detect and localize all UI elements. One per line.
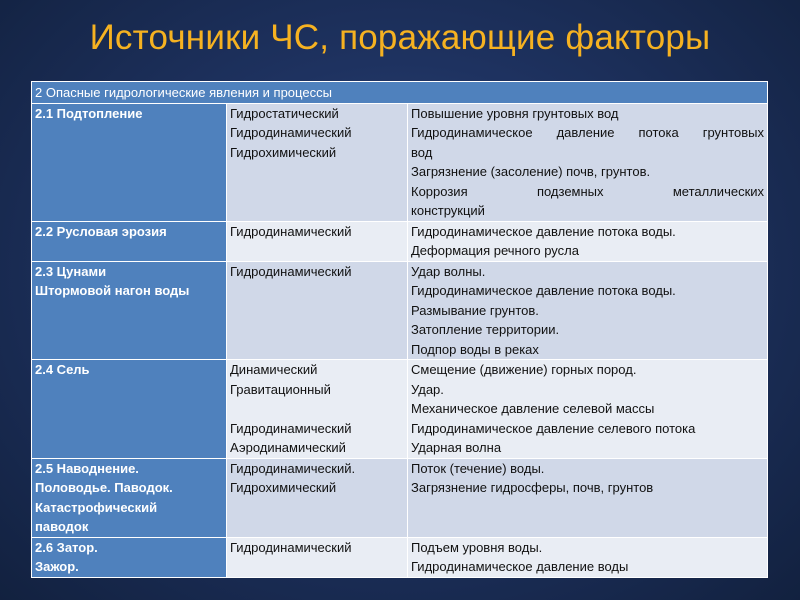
category-cell [32, 103, 227, 221]
factor-line: Механическое давление селевой массы [411, 401, 655, 416]
category-line: Катастрофический [35, 499, 158, 515]
factor-line: Коррозия подземных металлических [411, 183, 765, 199]
category-cell [32, 537, 227, 577]
source-line: Гидрохимический [230, 144, 337, 160]
source-line: Гидродинамический. [230, 460, 356, 476]
table-row [32, 261, 768, 360]
factors-cell [408, 537, 768, 577]
factor-line: Удар волны. [411, 263, 486, 279]
table-row [32, 221, 768, 261]
factor-line: Гидродинамическое давление воды [411, 559, 629, 574]
source-line: Гидродинамический [230, 223, 352, 239]
category-cell [32, 261, 227, 360]
table-row [32, 458, 768, 537]
factor-line: Смещение (движение) горных пород. [411, 362, 637, 377]
factor-line: конструкций [411, 203, 485, 218]
source-line: Гравитационный [230, 381, 331, 397]
category-line: 2.1 Подтопление [35, 105, 143, 121]
category-cell [32, 458, 227, 537]
factor-line: Гидродинамическое давление потока воды. [411, 223, 676, 239]
source-line: Динамический [230, 362, 318, 377]
sources-cell [227, 537, 408, 577]
factors-cell [408, 103, 768, 221]
source-spacer [230, 399, 404, 419]
table-row [32, 360, 768, 459]
category-line: паводок [35, 519, 89, 534]
category-cell [32, 221, 227, 261]
factor-line: Повышение уровня грунтовых вод [411, 105, 619, 121]
source-line: Гидрохимический [230, 480, 337, 495]
factor-line: Гидродинамическое давление потока воды. [411, 283, 676, 298]
category-line: Половодье. Паводок. [35, 480, 173, 495]
category-line: Штормовой нагон воды [35, 283, 190, 298]
category-line: 2.5 Наводнение. [35, 460, 139, 476]
category-line: 2.3 Цунами [35, 263, 107, 279]
factor-line: Ударная волна [411, 440, 502, 455]
category-line: 2.2 Русловая эрозия [35, 223, 167, 239]
sources-cell [227, 360, 408, 459]
factor-line: Подъем уровня воды. [411, 539, 543, 555]
table-header-row [32, 82, 768, 104]
source-line: Гидростатический [230, 105, 339, 121]
sources-cell [227, 261, 408, 360]
table-row [32, 103, 768, 221]
source-line: Гидродинамический [230, 263, 352, 279]
source-line: Гидродинамический [230, 125, 352, 140]
factor-line: Гидродинамическое давление селевого потока [411, 420, 696, 436]
factors-cell [408, 458, 768, 537]
factor-line: Загрязнение гидросферы, почв, грунтов [411, 480, 654, 495]
slide-title: Источники ЧС, поражающие факторы [89, 18, 711, 57]
source-line: Гидродинамический [230, 420, 352, 436]
factors-cell [408, 261, 768, 360]
factor-line: Размывание грунтов. [411, 302, 539, 318]
factor-line: Гидродинамическое давление потока грунтовых [411, 125, 765, 140]
category-line: 2.6 Затор. [35, 539, 98, 555]
factor-line: Загрязнение (засоление) почв, грунтов. [411, 164, 651, 179]
category-line: Зажор. [35, 559, 79, 574]
table-header-cell: 2 Опасные гидрологические явления и процессы [32, 82, 768, 104]
hazards-table [31, 81, 768, 578]
factors-cell [408, 360, 768, 459]
sources-cell [227, 458, 408, 537]
factor-line: Деформация речного русла [411, 243, 579, 258]
source-line: Гидродинамический [230, 539, 352, 555]
table-row [32, 537, 768, 577]
category-line: 2.4 Сель [35, 362, 90, 377]
sources-cell [227, 103, 408, 221]
factor-line: Затопление территории. [411, 322, 560, 337]
source-line: Аэродинамический [230, 440, 346, 455]
factor-line: Удар. [411, 381, 444, 397]
factor-line: Поток (течение) воды. [411, 460, 545, 476]
factor-line: вод [411, 144, 433, 160]
factor-line: Подпор воды в реках [411, 341, 539, 357]
category-cell [32, 360, 227, 459]
factors-cell [408, 221, 768, 261]
sources-cell [227, 221, 408, 261]
